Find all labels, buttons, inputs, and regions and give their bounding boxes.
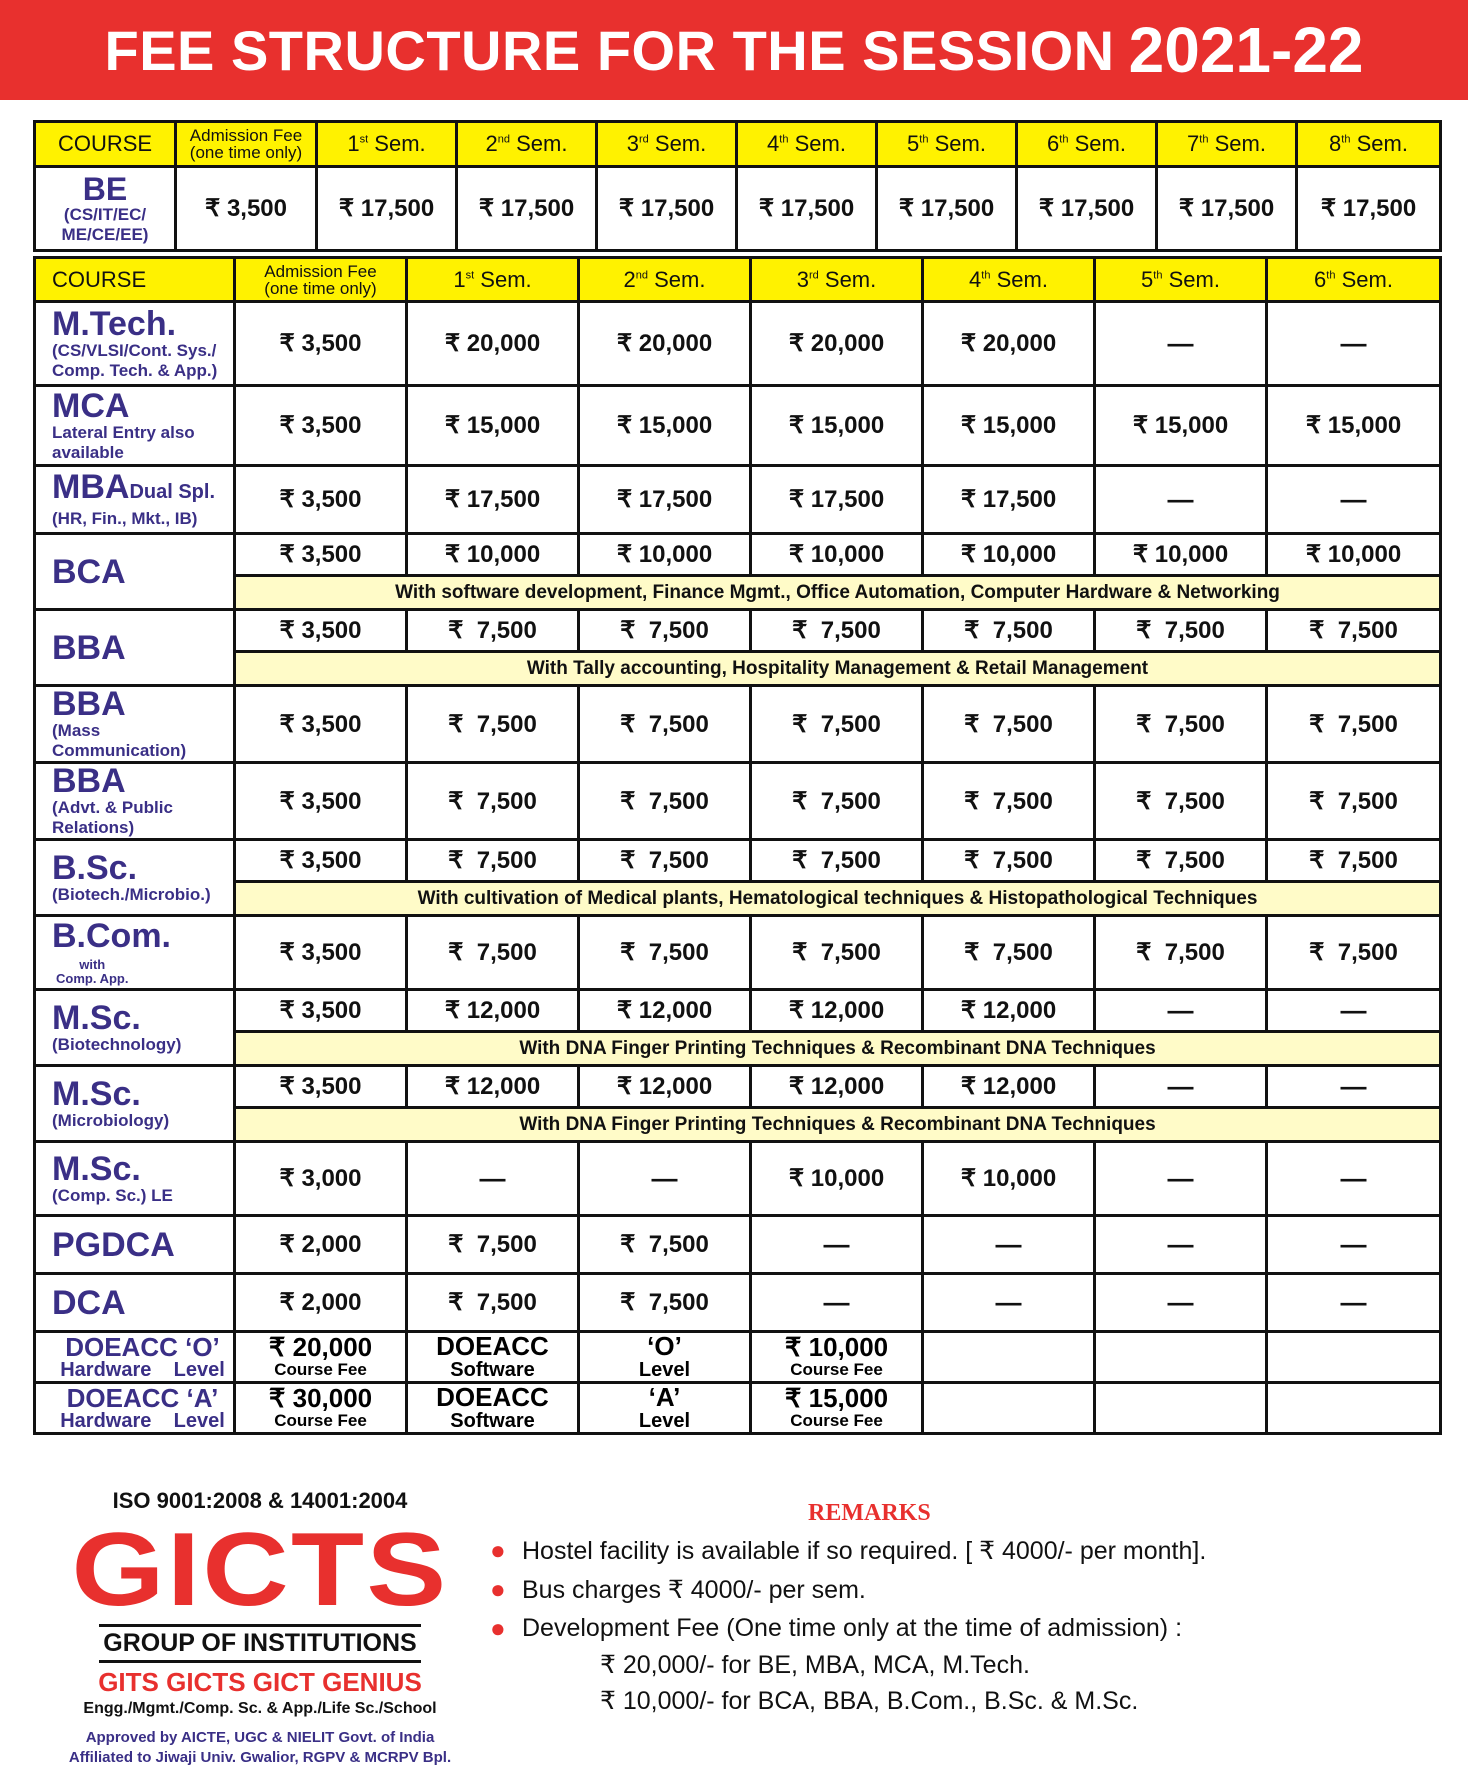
fee-cell: ₹ 7,500 <box>407 610 579 652</box>
course-name: BBA <box>52 685 126 723</box>
course-name: DOEACC ‘A’ <box>66 1383 219 1413</box>
main-header-row <box>35 258 1441 302</box>
fee-cell: ₹ 3,500 <box>235 840 407 882</box>
iso-certification: ISO 9001:2008 & 14001:2004 <box>112 1488 408 1513</box>
course-note: With DNA Finger Printing Techniques & Recombinant DNA Techniques <box>235 1032 1441 1066</box>
fee-cell: — <box>1267 990 1441 1032</box>
table-row <box>35 686 1441 763</box>
remarks-title: REMARKS <box>808 1500 931 1526</box>
fee-cell: ₹ 7,500 <box>923 840 1095 882</box>
course-subtitle: (Biotechnology) <box>52 1034 182 1054</box>
course-cell <box>35 610 235 686</box>
note-row <box>35 882 1441 916</box>
fee-cell: ₹ 12,000 <box>579 1066 751 1108</box>
fee-cell: ₹ 2,000 <box>235 1274 407 1332</box>
be-header-row <box>35 122 1441 167</box>
fee-cell: — <box>751 1216 923 1274</box>
fee-cell: ₹ 30,000 Course Fee <box>235 1383 407 1434</box>
course-name: B.Sc. <box>52 848 138 887</box>
course-subtitle: Comp. Tech. & App.) <box>52 360 218 380</box>
fee-cell: ₹ 7,500 <box>579 916 751 990</box>
fee-cell: ₹ 12,000 <box>407 1066 579 1108</box>
fee-cell: ₹ 10,000 <box>923 534 1095 576</box>
fee-cell: ₹ 7,500 <box>579 763 751 840</box>
empty-cell <box>1095 1332 1267 1383</box>
fee-cell: ₹ 10,000 <box>407 534 579 576</box>
group-of-institutions: GROUP OF INSTITUTIONS <box>99 1624 420 1663</box>
bullet-icon: ● <box>490 1613 506 1643</box>
header-course: COURSE <box>35 258 235 302</box>
fee-cell: ₹ 15,000 <box>579 386 751 466</box>
fee-cell: ₹ 7,500 <box>1267 763 1441 840</box>
course-subtitle: (Microbiology) <box>52 1110 170 1130</box>
fee-cell: ₹ 2,000 <box>235 1216 407 1274</box>
fee-cell: — <box>1267 1066 1441 1108</box>
course-note: With DNA Finger Printing Techniques & Recombinant DNA Techniques <box>235 1108 1441 1142</box>
page-title: FEE STRUCTURE FOR THE SESSION <box>104 18 1115 82</box>
fee-cell: — <box>407 1142 579 1216</box>
note-row <box>35 1108 1441 1142</box>
course-fee-table <box>33 256 1442 1435</box>
header-sem-1: 1st Sem. <box>407 258 579 302</box>
fee-cell: ₹ 17,500 <box>317 167 457 251</box>
course-subtitle: (HR, Fin., Mkt., IB) <box>52 509 198 528</box>
course-name: B.Com. with Comp. App. <box>52 916 171 986</box>
fee-cell: ₹ 7,500 <box>1095 763 1267 840</box>
course-name: M.Sc. <box>52 1074 141 1113</box>
course-name: BCA <box>52 552 126 591</box>
fee-cell: ₹ 20,000 <box>407 302 579 386</box>
course-name: DCA <box>52 1283 126 1322</box>
course-name: M.Sc. <box>52 1149 141 1188</box>
course-name: BE <box>82 170 128 207</box>
header-sem-2: 2nd Sem. <box>579 258 751 302</box>
remark-item: ● Hostel facility is available if so required. [ ₹ 4000/- per month]. <box>490 1535 1207 1565</box>
fee-cell: — <box>1267 302 1441 386</box>
fee-cell: ₹ 3,500 <box>235 686 407 763</box>
fee-cell: ₹ 10,000 <box>923 1142 1095 1216</box>
course-cell <box>35 763 235 840</box>
table-row <box>35 1274 1441 1332</box>
fee-cell: ₹ 10,000 <box>751 1142 923 1216</box>
fee-cell: ₹ 7,500 <box>1267 610 1441 652</box>
course-name: BBA <box>52 628 126 667</box>
fee-cell: ₹ 15,000 Course Fee <box>751 1383 923 1434</box>
fee-cell: ₹ 12,000 <box>923 990 1095 1032</box>
course-subtitle: (CS/VLSI/Cont. Sys./ <box>52 340 217 360</box>
bullet-icon: ● <box>490 1535 506 1565</box>
fee-cell: ₹ 7,500 <box>1095 840 1267 882</box>
fee-cell: ₹ 20,000 <box>751 302 923 386</box>
fee-cell: — <box>751 1274 923 1332</box>
table-row <box>35 763 1441 840</box>
course-name: MCA <box>52 386 130 425</box>
fee-cell: ₹ 7,500 <box>1267 840 1441 882</box>
course-subtitle: (Mass Communication) <box>52 721 187 760</box>
institution-block <box>40 1488 480 1768</box>
course-name: MBADual Spl. <box>52 468 216 506</box>
fee-cell: ₹ 17,500 <box>877 167 1017 251</box>
institute-names: GITS GICTS GICT GENIUS <box>98 1667 422 1697</box>
approval-text: Approved by AICTE, UGC & NIELIT Govt. of India <box>85 1729 435 1746</box>
fee-cell: ₹ 10,000 <box>1095 534 1267 576</box>
remarks-section <box>490 1500 1450 1716</box>
fee-cell: ₹ 7,500 <box>751 763 923 840</box>
fee-cell: ₹ 7,500 <box>923 916 1095 990</box>
fee-cell: ₹ 7,500 <box>407 763 579 840</box>
course-cell <box>35 1066 235 1142</box>
table-row <box>35 386 1441 466</box>
fee-cell: ₹ 7,500 <box>751 686 923 763</box>
fee-cell: ₹ 7,500 <box>407 840 579 882</box>
dev-fee-line: ₹ 10,000/- for BCA, BBA, B.Com., B.Sc. & M.Sc. <box>600 1687 1139 1715</box>
doeacc-level: ‘O’ Level <box>579 1332 751 1383</box>
fee-cell: ₹ 7,500 <box>407 916 579 990</box>
header-sem-5: 5th Sem. <box>1095 258 1267 302</box>
fee-cell: — <box>1267 1142 1441 1216</box>
fee-cell: ₹ 7,500 <box>579 840 751 882</box>
fee-cell: ₹ 3,500 <box>235 990 407 1032</box>
table-row <box>35 916 1441 990</box>
fee-cell: ₹ 3,000 <box>235 1142 407 1216</box>
course-subtitle: (Comp. Sc.) LE <box>52 1185 173 1205</box>
table-row <box>35 990 1441 1032</box>
course-note: With Tally accounting, Hospitality Management & Retail Management <box>235 652 1441 686</box>
course-cell <box>35 386 235 466</box>
fee-cell: ₹ 15,000 <box>407 386 579 466</box>
course-subtitle: Hardware Level <box>60 1410 225 1432</box>
fee-cell: ₹ 7,500 <box>1095 610 1267 652</box>
be-fee-table <box>33 120 1442 252</box>
empty-cell <box>923 1332 1095 1383</box>
fee-cell: ₹ 7,500 <box>579 686 751 763</box>
header-admission-fee: Admission Fee (one time only) <box>235 258 407 302</box>
fee-cell: ₹ 12,000 <box>751 990 923 1032</box>
table-row <box>35 302 1441 386</box>
empty-cell <box>923 1383 1095 1434</box>
table-row <box>35 1216 1441 1274</box>
fee-cell: ₹ 7,500 <box>1095 686 1267 763</box>
fee-cell: ₹ 3,500 <box>176 167 317 251</box>
doeacc-rows <box>35 1332 1441 1434</box>
header-sem-2: 2nd Sem. <box>457 122 597 167</box>
fee-cell: ₹ 17,500 <box>737 167 877 251</box>
header-sem-4: 4th Sem. <box>737 122 877 167</box>
fee-cell: ₹ 7,500 <box>1267 686 1441 763</box>
fee-cell: ₹ 7,500 <box>579 1216 751 1274</box>
fee-cell: ₹ 17,500 <box>1157 167 1297 251</box>
fee-cell: ₹ 3,500 <box>235 386 407 466</box>
fee-cell: ₹ 3,500 <box>235 534 407 576</box>
fee-cell: ₹ 7,500 <box>923 686 1095 763</box>
fee-cell: ₹ 12,000 <box>407 990 579 1032</box>
doeacc-software: DOEACC Software <box>407 1383 579 1434</box>
fee-cell: ₹ 7,500 <box>751 610 923 652</box>
course-cell <box>35 466 235 534</box>
course-cell <box>35 990 235 1066</box>
fee-cell: — <box>1095 1274 1267 1332</box>
fee-cell: ₹ 17,500 <box>923 466 1095 534</box>
course-cell <box>35 1332 235 1383</box>
empty-cell <box>1095 1383 1267 1434</box>
session-year: 2021-22 <box>1128 14 1364 86</box>
fee-cell: ₹ 17,500 <box>407 466 579 534</box>
fee-cell: ₹ 7,500 <box>923 763 1095 840</box>
table-row <box>35 1066 1441 1108</box>
fee-cell: ₹ 7,500 <box>923 610 1095 652</box>
fee-cell: — <box>1095 1066 1267 1108</box>
course-subtitle: ME/CE/EE) <box>61 224 149 244</box>
fee-cell: — <box>1095 1216 1267 1274</box>
fee-cell: ₹ 10,000 Course Fee <box>751 1332 923 1383</box>
disciplines: Engg./Mgmt./Comp. Sc. & App./Life Sc./School <box>83 1700 437 1717</box>
header-sem-3: 3rd Sem. <box>751 258 923 302</box>
fee-cell: — <box>923 1274 1095 1332</box>
table-row <box>35 466 1441 534</box>
fee-cell: ₹ 7,500 <box>579 610 751 652</box>
course-name: PGDCA <box>52 1225 175 1264</box>
note-row <box>35 576 1441 610</box>
course-cell <box>35 167 176 251</box>
fee-cell: ₹ 7,500 <box>579 1274 751 1332</box>
course-cell <box>35 1274 235 1332</box>
fee-cell: — <box>1095 302 1267 386</box>
course-cell <box>35 1383 235 1434</box>
table-row <box>35 840 1441 882</box>
fee-cell: ₹ 17,500 <box>579 466 751 534</box>
fee-cell: ₹ 3,500 <box>235 1066 407 1108</box>
fee-cell: ₹ 10,000 <box>579 534 751 576</box>
fee-cell: ₹ 17,500 <box>1297 167 1441 251</box>
fee-cell: ₹ 17,500 <box>457 167 597 251</box>
header-course: COURSE <box>35 122 176 167</box>
fee-cell: ₹ 7,500 <box>407 1274 579 1332</box>
course-name: M.Tech. <box>52 304 177 343</box>
fee-cell: ₹ 15,000 <box>1267 386 1441 466</box>
course-subtitle: (Advt. & Public Relations) <box>52 798 173 837</box>
header-sem-8: 8th Sem. <box>1297 122 1441 167</box>
fee-cell: ₹ 10,000 <box>1267 534 1441 576</box>
dev-fee-line: ₹ 20,000/- for BE, MBA, MCA, M.Tech. <box>600 1651 1030 1679</box>
affiliation-text: Affiliated to Jiwaji Univ. Gwalior, RGPV & MCRPV Bpl. <box>68 1749 452 1766</box>
table-row <box>35 1142 1441 1216</box>
course-note: With software development, Finance Mgmt., Office Automation, Computer Hardware & Networking <box>235 576 1441 610</box>
fee-cell: ₹ 15,000 <box>751 386 923 466</box>
gicts-logo: GICTS <box>71 1512 449 1628</box>
table-row <box>35 534 1441 576</box>
header-sem-7: 7th Sem. <box>1157 122 1297 167</box>
course-cell <box>35 534 235 610</box>
fee-cell: ₹ 7,500 <box>751 840 923 882</box>
course-cell <box>35 686 235 763</box>
fee-cell: — <box>1267 1274 1441 1332</box>
fee-cell: — <box>1267 466 1441 534</box>
course-cell <box>35 302 235 386</box>
header-sem-3: 3rd Sem. <box>597 122 737 167</box>
fee-cell: ₹ 20,000 <box>579 302 751 386</box>
doeacc-software: DOEACC Software <box>407 1332 579 1383</box>
fee-cell: ₹ 12,000 <box>579 990 751 1032</box>
fee-cell: ₹ 3,500 <box>235 610 407 652</box>
fee-cell: — <box>1095 466 1267 534</box>
course-name: M.Sc. <box>52 998 141 1037</box>
note-row <box>35 1032 1441 1066</box>
header-sem-4: 4th Sem. <box>923 258 1095 302</box>
course-subtitle: Hardware Level <box>60 1359 225 1381</box>
fee-cell: — <box>923 1216 1095 1274</box>
doeacc-level: ‘A’ Level <box>579 1383 751 1434</box>
fee-cell: — <box>1095 990 1267 1032</box>
course-cell <box>35 1142 235 1216</box>
header-admission-fee: Admission Fee (one time only) <box>176 122 317 167</box>
fee-cell: ₹ 20,000 Course Fee <box>235 1332 407 1383</box>
remark-item: ● Development Fee (One time only at the time of admission) : <box>490 1613 1183 1643</box>
fee-cell: ₹ 17,500 <box>1017 167 1157 251</box>
fee-cell: — <box>1267 1216 1441 1274</box>
course-rows <box>35 302 1441 1332</box>
fee-cell: ₹ 3,500 <box>235 763 407 840</box>
fee-cell: ₹ 3,500 <box>235 466 407 534</box>
fee-cell: ₹ 17,500 <box>597 167 737 251</box>
course-subtitle: Lateral Entry also available <box>52 422 195 462</box>
fee-cell: ₹ 12,000 <box>751 1066 923 1108</box>
fee-cell: — <box>1095 1142 1267 1216</box>
header-sem-5: 5th Sem. <box>877 122 1017 167</box>
fee-cell: ₹ 7,500 <box>1267 916 1441 990</box>
fee-cell: ₹ 3,500 <box>235 916 407 990</box>
table-row <box>35 167 1441 251</box>
fee-cell: ₹ 7,500 <box>407 686 579 763</box>
course-cell <box>35 840 235 916</box>
course-subtitle: (Biotech./Microbio.) <box>52 884 211 904</box>
doeacc-row <box>35 1383 1441 1434</box>
fee-cell: — <box>579 1142 751 1216</box>
course-cell <box>35 1216 235 1274</box>
note-row <box>35 652 1441 686</box>
header-sem-6: 6th Sem. <box>1267 258 1441 302</box>
course-subtitle: (CS/IT/EC/ <box>63 204 147 224</box>
fee-cell: ₹ 7,500 <box>751 916 923 990</box>
course-cell <box>35 916 235 990</box>
fee-cell: ₹ 7,500 <box>407 1216 579 1274</box>
empty-cell <box>1267 1332 1441 1383</box>
fee-cell: ₹ 20,000 <box>923 302 1095 386</box>
course-name: BBA <box>52 762 126 800</box>
table-row <box>35 610 1441 652</box>
title-banner <box>0 0 1468 100</box>
empty-cell <box>1267 1383 1441 1434</box>
fee-cell: ₹ 17,500 <box>751 466 923 534</box>
fee-cell: ₹ 3,500 <box>235 302 407 386</box>
remark-item: ● Bus charges ₹ 4000/- per sem. <box>490 1574 866 1604</box>
header-sem-1: 1st Sem. <box>317 122 457 167</box>
fee-cell: ₹ 10,000 <box>751 534 923 576</box>
fee-cell: ₹ 15,000 <box>1095 386 1267 466</box>
course-name: DOEACC ‘O’ <box>65 1332 220 1362</box>
fee-cell: ₹ 7,500 <box>1095 916 1267 990</box>
doeacc-row <box>35 1332 1441 1383</box>
bullet-icon: ● <box>490 1574 506 1604</box>
header-sem-6: 6th Sem. <box>1017 122 1157 167</box>
course-note: With cultivation of Medical plants, Hematological techniques & Histopathological Techniques <box>235 882 1441 916</box>
fee-cell: ₹ 15,000 <box>923 386 1095 466</box>
fee-cell: ₹ 12,000 <box>923 1066 1095 1108</box>
